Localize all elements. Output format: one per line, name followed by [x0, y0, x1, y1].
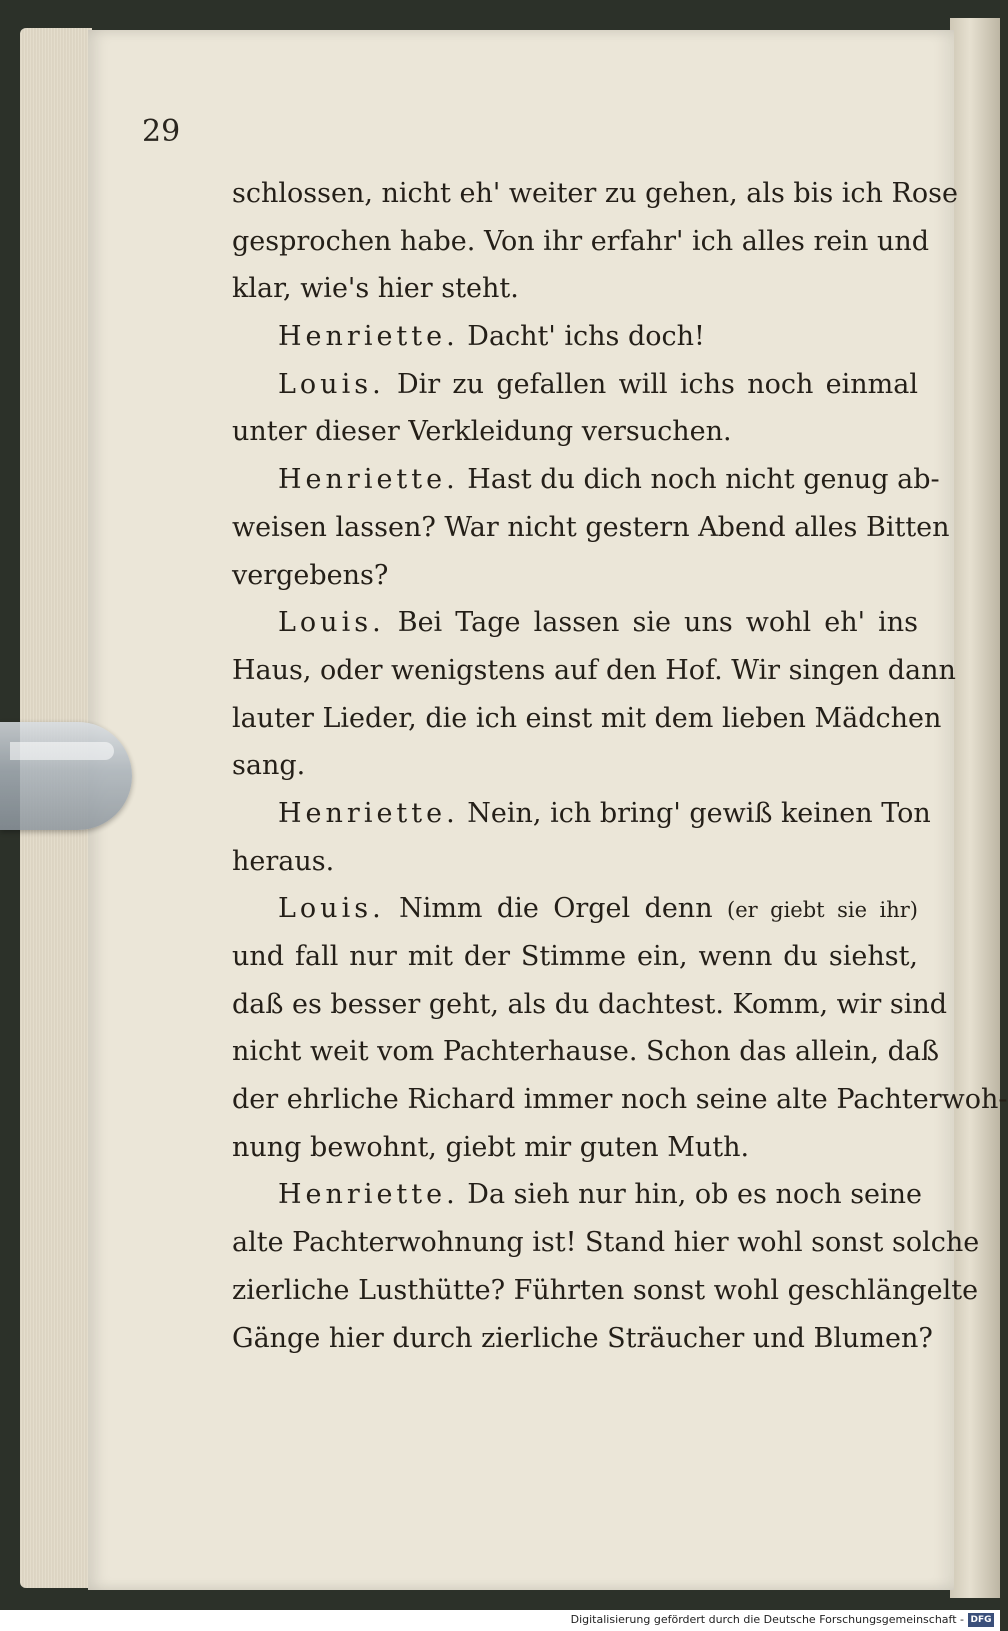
footer-credit: Digitalisierung gefördert durch die Deutsche Forschungsgemeinschaft -	[570, 1613, 964, 1626]
line-text: weisen lassen? War nicht gestern Abend alles Bitten	[232, 511, 950, 543]
line-text: vergebens?	[232, 559, 389, 591]
line-text: zierliche Lusthütte? Führten sonst wohl geschlängelte	[232, 1274, 979, 1306]
speaker-name: Henriette.	[278, 797, 459, 829]
line-text: heraus.	[232, 845, 335, 877]
text-line	[232, 408, 918, 456]
page-clip-highlight	[10, 742, 114, 760]
text-line	[232, 1076, 1008, 1124]
line-text: schlossen, nicht eh' weiter zu gehen, als bis ich Rose	[232, 178, 958, 209]
speaker-name: Henriette.	[278, 1179, 459, 1211]
text-line	[232, 265, 918, 313]
line-text: nicht weit vom Pachterhause. Schon das allein, daß	[232, 1036, 939, 1068]
line-text: sang.	[232, 750, 306, 782]
text-line	[232, 1171, 923, 1219]
stage-direction: (er giebt sie ihr)	[727, 898, 918, 923]
line-text: Gänge hier durch zierliche Sträucher und Blumen?	[232, 1322, 933, 1354]
text-line	[232, 647, 956, 695]
text-line	[232, 790, 931, 838]
line-text: Nein, ich bring' gewiß keinen Ton	[467, 797, 931, 829]
speaker-name: Louis.	[278, 607, 385, 639]
line-text: Dir zu gefallen will ichs noch einmal	[396, 368, 918, 400]
text-line	[232, 218, 930, 266]
text-line	[232, 838, 918, 886]
line-text: Nimm die Orgel denn	[399, 893, 713, 925]
text-line	[232, 981, 948, 1029]
line-text: Dacht' ichs doch!	[467, 321, 705, 353]
line-text: alte Pachterwohnung ist! Stand hier wohl sonst solche	[232, 1227, 980, 1259]
dfg-logo-icon: DFG	[968, 1613, 994, 1627]
facing-page-edge	[950, 18, 1000, 1598]
line-text: Bei Tage lassen sie uns wohl eh' ins	[397, 607, 918, 639]
text-line	[232, 1219, 980, 1267]
text-line	[232, 552, 918, 600]
text-line	[232, 1315, 933, 1363]
line-text: Da sieh nur hin, ob es noch seine	[467, 1179, 923, 1211]
page-number: 29	[142, 114, 181, 149]
line-text: Haus, oder wenigstens auf den Hof. Wir singen dann	[232, 654, 956, 686]
text-line	[232, 456, 940, 504]
speaker-name: Henriette.	[278, 321, 459, 353]
text-line	[232, 599, 918, 647]
text-line	[232, 885, 918, 933]
text-line	[232, 504, 950, 552]
page-clip	[0, 722, 132, 830]
text-line	[232, 1028, 939, 1076]
text-line	[232, 170, 958, 218]
line-text: gesprochen habe. Von ihr erfahr' ich alles rein und	[232, 225, 930, 257]
text-line	[232, 313, 918, 361]
text-line	[232, 1124, 918, 1172]
line-text: daß es besser geht, als du dachtest. Komm, wir sind	[232, 988, 948, 1020]
line-text: nung bewohnt, giebt mir guten Muth.	[232, 1131, 750, 1163]
line-text: Hast du dich noch nicht genug ab-	[467, 464, 940, 496]
text-line	[232, 742, 918, 790]
text-line	[232, 1267, 979, 1315]
line-text: lauter Lieder, die ich einst mit dem lieben Mädchen	[232, 702, 942, 734]
line-text: der ehrliche Richard immer noch seine alte Pachterwoh-	[232, 1084, 1008, 1116]
page-text	[232, 170, 1008, 1362]
speaker-name: Louis.	[278, 368, 385, 400]
speaker-name: Henriette.	[278, 464, 459, 496]
text-line	[232, 933, 918, 981]
text-line	[232, 695, 942, 743]
line-text: unter dieser Verkleidung versuchen.	[232, 416, 732, 448]
text-line	[232, 361, 918, 409]
line-text: klar, wie's hier steht.	[232, 273, 519, 305]
speaker-name: Louis.	[278, 893, 385, 925]
line-text: und fall nur mit der Stimme ein, wenn du siehst,	[232, 941, 918, 972]
